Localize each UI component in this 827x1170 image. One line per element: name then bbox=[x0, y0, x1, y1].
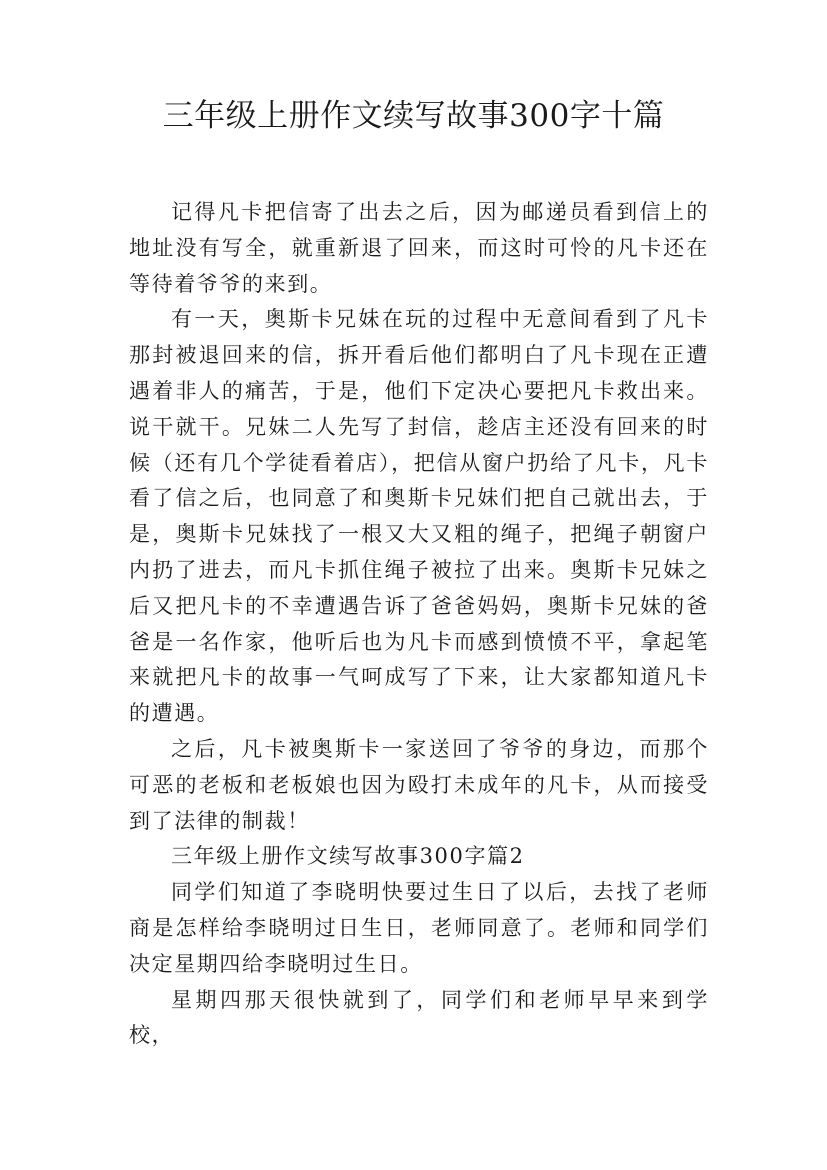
document-body bbox=[129, 195, 709, 1054]
paragraph-2: 有一天，奥斯卡兄妹在玩的过程中无意间看到了凡卡那封被退回来的信，拆开看后他们都明白了凡卡现在正遭遇着非人的痛苦，于是，他们下定决心要把凡卡救出来。说干就干。兄妹二人先写了封信，趁店主还没有回来的时候（还有几个学徒看着店），把信从窗户扔给了凡卡，凡卡看了信之后，也同意了和奥斯卡兄妹们把自己就出去，于是，奥斯卡兄妹找了一根又大又粗的绳子，把绳子朝窗户内扔了进去，而凡卡抓住绳子被拉了出来。奥斯卡兄妹之后又把凡卡的不幸遭遇告诉了爸爸妈妈，奥斯卡兄妹的爸爸是一名作家，他听后也为凡卡而感到愤愤不平，拿起笔来就把凡卡的故事一气呵成写了下来，让大家都知道凡卡的遭遇。 bbox=[129, 307, 709, 726]
paragraph-4: 同学们知道了李晓明快要过生日了以后，去找了老师商是怎样给李晓明过日生日，老师同意了。老师和同学们决定星期四给李晓明过生日。 bbox=[129, 880, 709, 976]
document-title: 三年级上册作文续写故事300字十篇 bbox=[162, 98, 665, 134]
section-heading: 三年级上册作文续写故事300字篇2 bbox=[171, 844, 525, 869]
paragraph-3: 之后，凡卡被奥斯卡一家送回了爷爷的身边，而那个可恶的老板和老板娘也因为殴打未成年的凡卡，从而接受到了法律的制裁！ bbox=[129, 736, 709, 833]
paragraph-5: 星期四那天很快就到了，同学们和老师早早来到学校， bbox=[129, 987, 709, 1048]
paragraph-1: 记得凡卡把信寄了出去之后，因为邮递员看到信上的地址没有写全，就重新退了回来，而这时可怜的凡卡还在等待着爷爷的来到。 bbox=[129, 200, 709, 296]
